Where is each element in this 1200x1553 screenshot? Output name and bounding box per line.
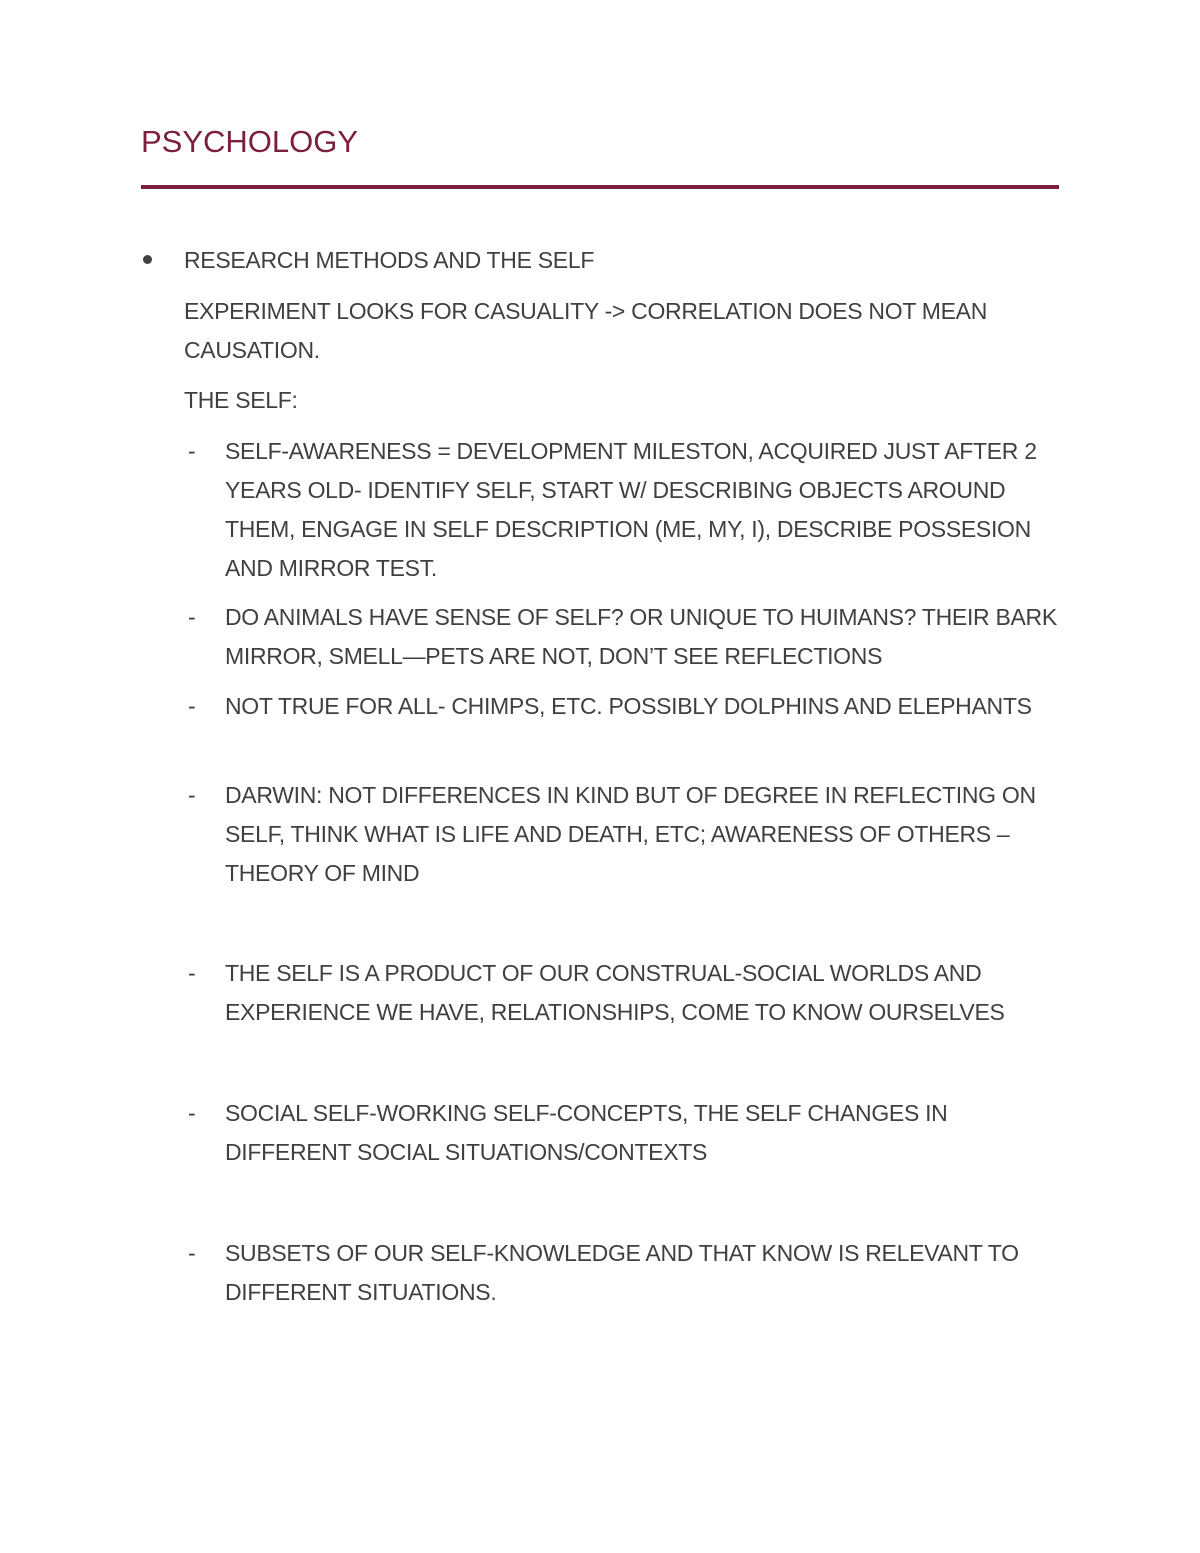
- self-label: THE SELF:: [184, 387, 298, 413]
- list-item: DO ANIMALS HAVE SENSE OF SELF? OR UNIQUE TO HUIMANS? THEIR BARK MIRROR, SMELL—PETS ARE NOT, DON’T SEE REFLECTIONS: [225, 604, 1057, 669]
- list-item: SUBSETS OF OUR SELF-KNOWLEDGE AND THAT KNOW IS RELEVANT TO DIFFERENT SITUATIONS.: [225, 1240, 1019, 1305]
- bullet-dot-icon: [143, 255, 152, 264]
- experiment-text-line-1: EXPERIMENT LOOKS FOR CASUALITY -> CORRELATION DOES NOT MEAN: [184, 298, 988, 324]
- list-item: NOT TRUE FOR ALL- CHIMPS, ETC. POSSIBLY DOLPHINS AND ELEPHANTS: [225, 693, 1032, 719]
- dash-marker: -: [188, 604, 196, 630]
- title-divider: [141, 185, 1059, 189]
- experiment-text-line-2: CAUSATION.: [184, 337, 320, 363]
- list-item: DARWIN: NOT DIFFERENCES IN KIND BUT OF DEGREE IN REFLECTING ON SELF, THINK WHAT IS LIFE AND DEATH, ETC; AWARENESS OF OTHERS – THEORY OF MIND: [225, 782, 1036, 886]
- dash-marker: -: [188, 960, 196, 986]
- section-heading: RESEARCH METHODS AND THE SELF: [184, 247, 595, 273]
- dash-marker: -: [188, 438, 196, 464]
- page-title: PSYCHOLOGY: [141, 124, 359, 159]
- list-item: SELF-AWARENESS = DEVELOPMENT MILESTON, ACQUIRED JUST AFTER 2 YEARS OLD- IDENTIFY SELF, START W/ DESCRIBING OBJECTS AROUND THEM, ENGAGE IN SELF DESCRIPTION (ME, MY, I), DESCRIBE POSSESION AND MIRROR TEST.: [225, 438, 1037, 581]
- dash-marker: -: [188, 693, 196, 719]
- list-item: SOCIAL SELF-WORKING SELF-CONCEPTS, THE SELF CHANGES IN DIFFERENT SOCIAL SITUATIONS/CONTEXTS: [225, 1100, 948, 1165]
- dash-marker: -: [188, 1100, 196, 1126]
- dash-marker: -: [188, 1240, 196, 1266]
- dash-marker: -: [188, 782, 196, 808]
- list-item: THE SELF IS A PRODUCT OF OUR CONSTRUAL-SOCIAL WORLDS AND EXPERIENCE WE HAVE, RELATIONSHIPS, COME TO KNOW OURSELVES: [225, 960, 1005, 1025]
